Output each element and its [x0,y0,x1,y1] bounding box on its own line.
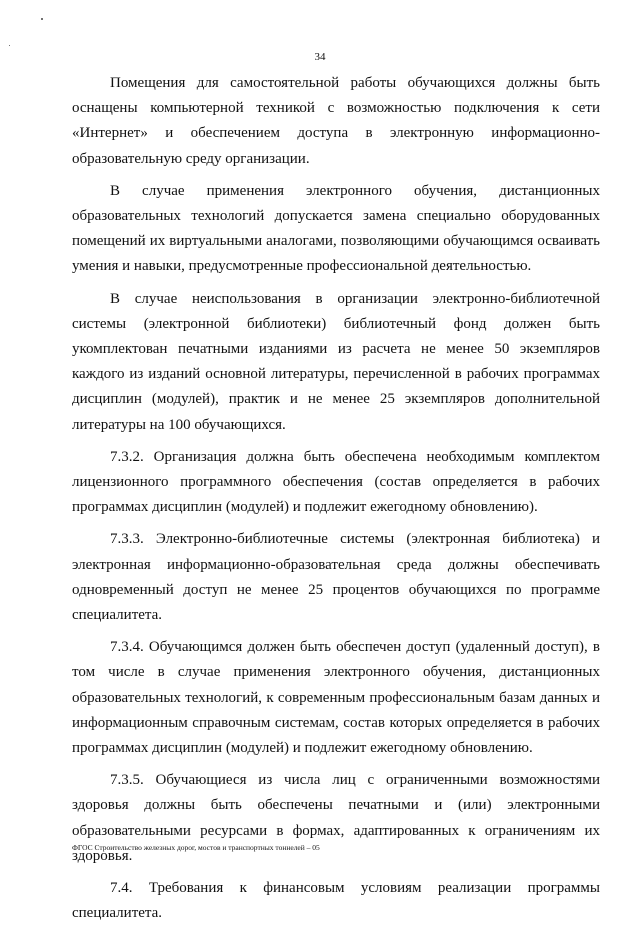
paragraph-virtual-analogs: В случае применения электронного обучения, дистанционных образовательных технологий допускается замена специально оборудованных помещений их виртуальными аналогами, позволяющими обучающимся осваивать умения и навыки, предусмотренные профессиональной деятельностью. [72,182,600,275]
paragraph-self-study-rooms: Помещения для самостоятельной работы обучающихся должны быть оснащены компьютерной техникой с возможностью подключения к сети «Интернет» и обеспечением доступа в электронную информационно-образовательную среду организации. [72,75,600,167]
paragraph-7-3-2: 7.3.2. Организация должна быть обеспечена необходимым комплектом лицензионного программного обеспечения (состав определяется в рабочих программах дисциплин (модулей) и подлежит ежегодному обновлению). [72,448,600,516]
paragraph-7-3-3: 7.3.3. Электронно-библиотечные системы (электронная библиотека) и электронная информационно-образовательная среда должны обеспечивать одновременный доступ не менее 25 процентов обучающихся по программе специалитета. [72,531,600,624]
paragraph-7-3-4: 7.3.4. Обучающимся должен быть обеспечен доступ (удаленный доступ), в том числе в случае применения электронного обучения, дистанционных образовательных технологий, к современным профессиональным базам данных и информационным справочным системам, состав которых определяется в рабочих программах дисциплин (модулей) и подлежит ежегодному обновлению. [72,639,600,757]
page-number: 34 [314,51,326,63]
document-body [72,71,600,934]
paragraph-7-4: 7.4. Требования к финансовым условиям реализации программы специалитета. [72,880,600,922]
page-footer: ФГОС Строительство железных дорог, мостов и транспортных тоннелей – 05 [72,843,320,852]
paragraph-7-3-5: 7.3.5. Обучающиеся из числа лиц с ограниченными возможностями здоровья должны быть обеспечены печатными и (или) электронными образовательными ресурсами в формах, адаптированных к ограничениям их здоровья. [72,772,600,864]
scan-speck [41,18,43,20]
paragraph-library-fund: В случае неиспользования в организации электронно-библиотечной системы (электронной библиотеки) библиотечный фонд должен быть укомплектован печатными изданиями из расчета не менее 50 экземпляров каждого из изданий основной литературы, перечисленной в рабочих программах дисциплин (модулей), практик и не менее 25 экземпляров дополнительной литературы на 100 обучающихся. [72,290,600,433]
scan-speck [9,45,10,46]
